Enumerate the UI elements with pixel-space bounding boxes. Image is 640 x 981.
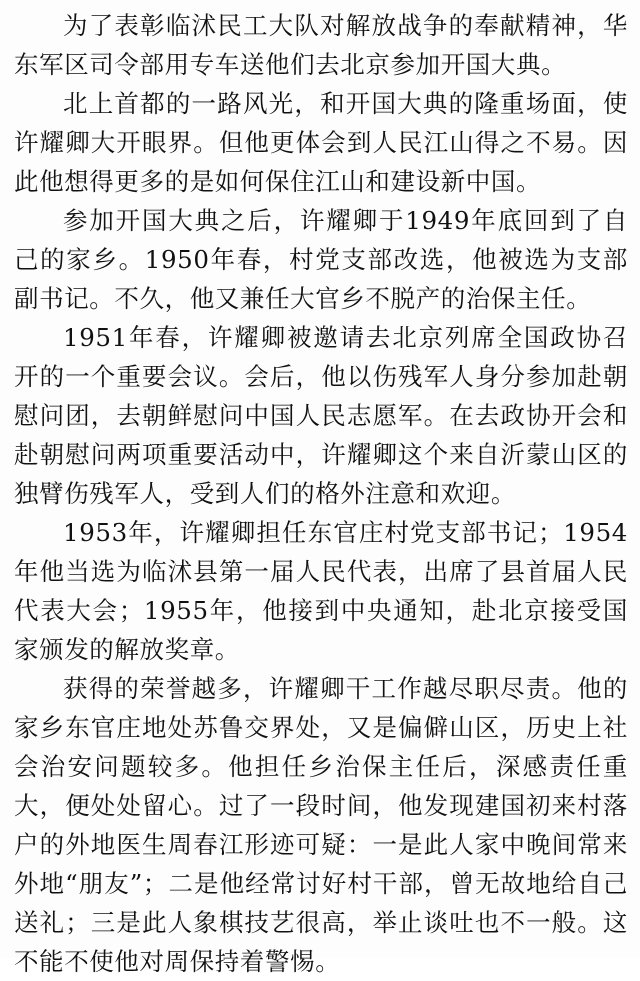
paragraph: 获得的荣誉越多，许耀卿干工作越尽职尽责。他的家乡东官庄地处苏鲁交界处，又是偏僻山区，历史上社会治安问题较多。他担任乡治保主任后，深感责任重大，便处处留心。过了一段时间，他发现建国初来村落户的外地医生周春江形迹可疑：一是此人家中晚间常来外地“朋友”；二是他经常讨好村干部，曾无故地给自己送礼；三是此人象棋技艺很高，举止谈吐也不一般。这不能不使他对周保持着警惕。: [14, 674, 628, 976]
paragraph: 为了表彰临沭民工大队对解放战争的奉献精神，华东军区司令部用专车送他们去北京参加开国大典。: [14, 11, 628, 79]
paragraph: 北上首都的一路风光，和开国大典的隆重场面，使许耀卿大开眼界。但他更体会到人民江山得之不易。因此他想得更多的是如何保住江山和建设新中国。: [14, 89, 628, 196]
paragraph: 参加开国大典之后，许耀卿于1949年底回到了自己的家乡。1950年春，村党支部改选，他被选为支部副书记。不久，他又兼任大官乡不脱产的治保主任。: [14, 206, 628, 313]
paragraph: 1951年春，许耀卿被邀请去北京列席全国政协召开的一个重要会议。会后，他以伤残军人身分参加赴朝慰问团，去朝鲜慰问中国人民志愿军。在去政协开会和赴朝慰问两项重要活动中，许耀卿这个来自沂蒙山区的独臂伤残军人，受到人们的格外注意和欢迎。: [14, 323, 628, 508]
paragraph: 1953年，许耀卿担任东官庄村党支部书记；1954年他当选为临沭县第一届人民代表，出席了县首届人民代表大会；1955年，他接到中央通知，赴北京接受国家颁发的解放奖章。: [14, 518, 628, 664]
